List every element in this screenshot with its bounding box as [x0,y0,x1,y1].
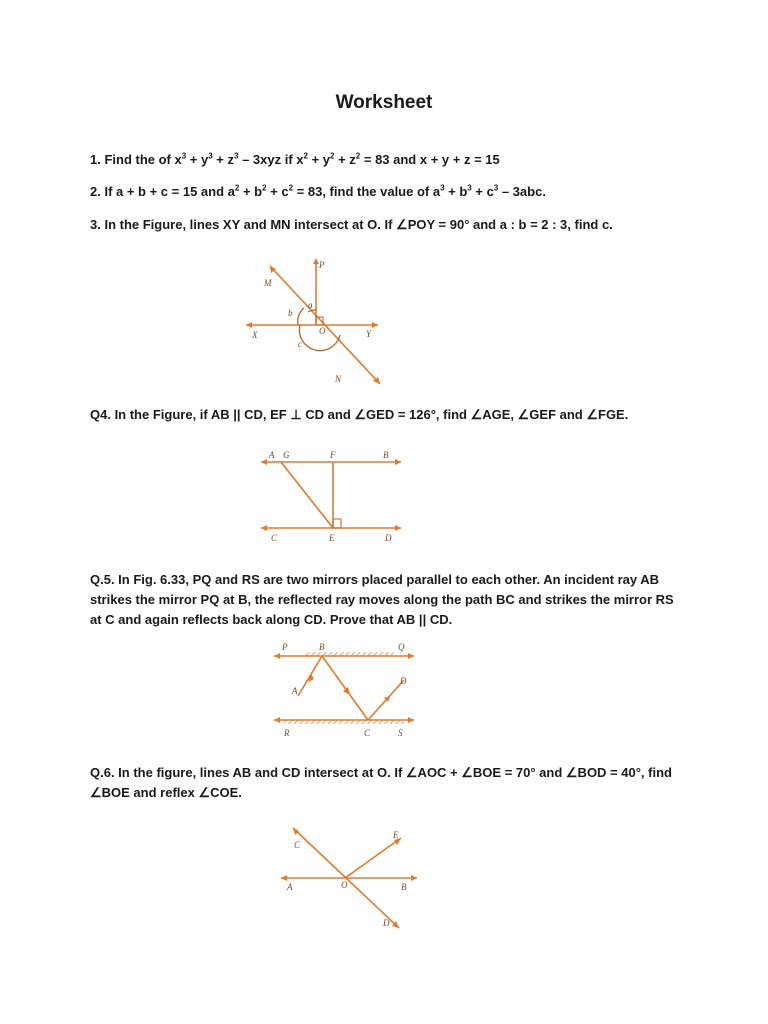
worksheet-title: Worksheet [335,92,433,113]
figure-q4 [255,448,405,548]
question-4: Q4. In the Figure, if AB || CD, EF ⊥ CD and ∠GED = 126°, find ∠AGE, ∠GEF and ∠FGE. [90,407,629,422]
label-a: A [269,450,275,460]
question-1: 1. Find the of $x^3 + y^3 + z^3 - 3xyz$ if $x^2 + y^2 + z^2 = 83$ and x + y + z = 15 [90,151,500,167]
figure-q3 [238,250,388,390]
label-b: B [319,642,325,652]
label-d: D [385,533,392,543]
label-n: N [335,374,342,384]
label-x: X [252,330,258,340]
figure-q5 [270,640,420,740]
label-a: a [308,300,313,310]
label-y: Y [366,329,372,339]
label-e: E [329,533,335,543]
label-g: G [283,450,290,460]
label-a: A [287,882,293,892]
label-o: O [319,326,326,336]
label-c: c [298,339,302,349]
question-5: Q.5. In Fig. 6.33, PQ and RS are two mirrors placed parallel to each other. An incident ray AB strikes the mirror PQ at B, the reflected ray moves along the path BC and strikes the mirror RS at C and again reflects back along CD. Prove that AB || CD. [90,572,674,627]
label-f: F [330,450,336,460]
label-c: C [364,728,371,738]
segment-ge [281,462,333,528]
label-m: M [264,278,272,288]
figure-q6 [275,822,425,930]
label-c: C [294,840,301,850]
label-e: E [393,830,399,840]
figure-q5-svg [270,640,420,740]
label-p: P [319,260,325,270]
figure-q4-svg [255,448,405,548]
figure-q6-svg [275,822,425,930]
question-6: Q.6. In the figure, lines AB and CD intersect at O. If ∠AOC + ∠BOE = 70° and ∠BOD = 40°, find ∠BOE and reflex ∠COE. [90,765,672,800]
label-p: P [282,642,288,652]
label-d: D [400,676,407,686]
label-a: A [292,686,298,696]
label-q: Q [398,642,405,652]
label-b: B [401,882,407,892]
incident-ray-ab [298,656,322,696]
label-d: D [383,918,390,928]
question-3: 3. In the Figure, lines XY and MN intersect at O. If ∠POY = 90° and a : b = 2 : 3, find c. [90,217,613,232]
question-2: 2. If a + b + c = 15 and $a^2 + b^2 + c^2 = 83$, find the value of $a^3 + b^3 + c^3 - 3abc$. [90,183,546,199]
label-s: S [398,728,403,738]
figure-q3-svg [238,250,388,390]
label-r: R [284,728,290,738]
label-b: B [383,450,389,460]
label-b: b [288,308,293,318]
label-o: O [341,880,348,890]
label-c: C [271,533,278,543]
ray-bc [322,656,368,720]
ray-oe [345,838,401,878]
